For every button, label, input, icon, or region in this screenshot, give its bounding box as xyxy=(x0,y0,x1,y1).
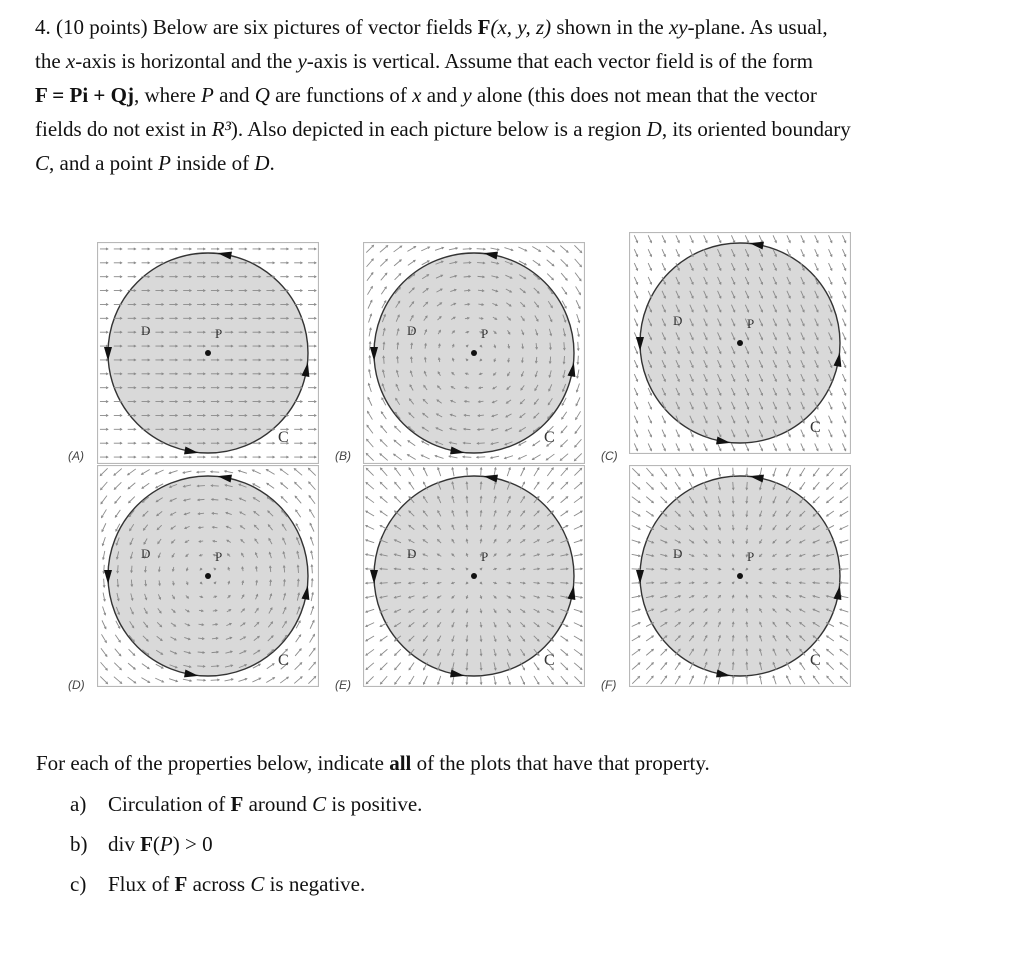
questions-intro: For each of the properties below, indicate all of the plots that have that property. xyxy=(36,751,710,775)
region-label-d: D xyxy=(673,313,683,328)
point-label-p: P xyxy=(215,549,223,564)
problem-line-2: the x-axis is horizontal and the y-axis is vertical. Assume that each vector field is of the form xyxy=(35,49,813,73)
point-p xyxy=(471,573,477,579)
point-p xyxy=(205,350,211,356)
panel-label-f: (F) xyxy=(601,678,617,692)
vector-field-plot xyxy=(97,465,319,687)
point-label-p: P xyxy=(215,326,223,341)
question-a: a) Circulation of F around C is positive. xyxy=(70,792,423,816)
problem-number: 4. xyxy=(35,15,51,39)
panel-f xyxy=(629,465,851,687)
vector-field-plot xyxy=(97,242,319,464)
problem-line-5: C, and a point P inside of D. xyxy=(35,151,275,175)
point-label-p: P xyxy=(481,326,489,341)
boundary-label-c: C xyxy=(810,652,821,669)
region-label-d: D xyxy=(407,323,417,338)
panel-e xyxy=(363,465,585,687)
region-label-d: D xyxy=(141,546,151,561)
point-p xyxy=(205,573,211,579)
region-label-d: D xyxy=(407,546,417,561)
boundary-label-c: C xyxy=(544,652,555,669)
field-form: F = Pi + Qj xyxy=(35,83,134,107)
region-label-d: D xyxy=(141,323,151,338)
panel-b xyxy=(363,242,585,464)
boundary-label-c: C xyxy=(278,429,289,446)
questions xyxy=(36,748,936,904)
boundary-label-c: C xyxy=(810,419,821,436)
point-label-p: P xyxy=(747,316,755,331)
panel-d xyxy=(97,465,319,687)
vector-field-plot xyxy=(629,232,851,454)
vector-field-plot xyxy=(363,465,585,687)
point-p xyxy=(737,573,743,579)
question-c: c) Flux of F across C is negative. xyxy=(70,872,366,896)
panel-label-a: (A) xyxy=(68,449,84,463)
point-label-p: P xyxy=(481,549,489,564)
point-p xyxy=(471,350,477,356)
vector-field-plot xyxy=(363,242,585,464)
point-p xyxy=(737,340,743,346)
region-label-d: D xyxy=(673,546,683,561)
problem-points: (10 points) xyxy=(56,15,148,39)
problem-line-4: fields do not exist in R³). Also depicted in each picture below is a region D, its oriented boundary xyxy=(35,117,851,141)
panel-label-d: (D) xyxy=(68,678,85,692)
panel-label-e: (E) xyxy=(335,678,351,692)
boundary-label-c: C xyxy=(278,652,289,669)
question-b: b) div F(P) > 0 xyxy=(70,832,213,856)
boundary-label-c: C xyxy=(544,429,555,446)
panel-a xyxy=(97,242,319,464)
problem-line-1: 4. (10 points) Below are six pictures of vector fields F(x, y, z) shown in the xy-plane. As usual, xyxy=(35,15,828,39)
problem-line-3: F = Pi + Qj, where P and Q are functions of x and y alone (this does not mean that the vector xyxy=(35,83,817,107)
panel-c xyxy=(629,232,851,454)
point-label-p: P xyxy=(747,549,755,564)
vector-field-plot xyxy=(629,465,851,687)
panel-label-b: (B) xyxy=(335,449,351,463)
panel-label-c: (C) xyxy=(601,449,618,463)
